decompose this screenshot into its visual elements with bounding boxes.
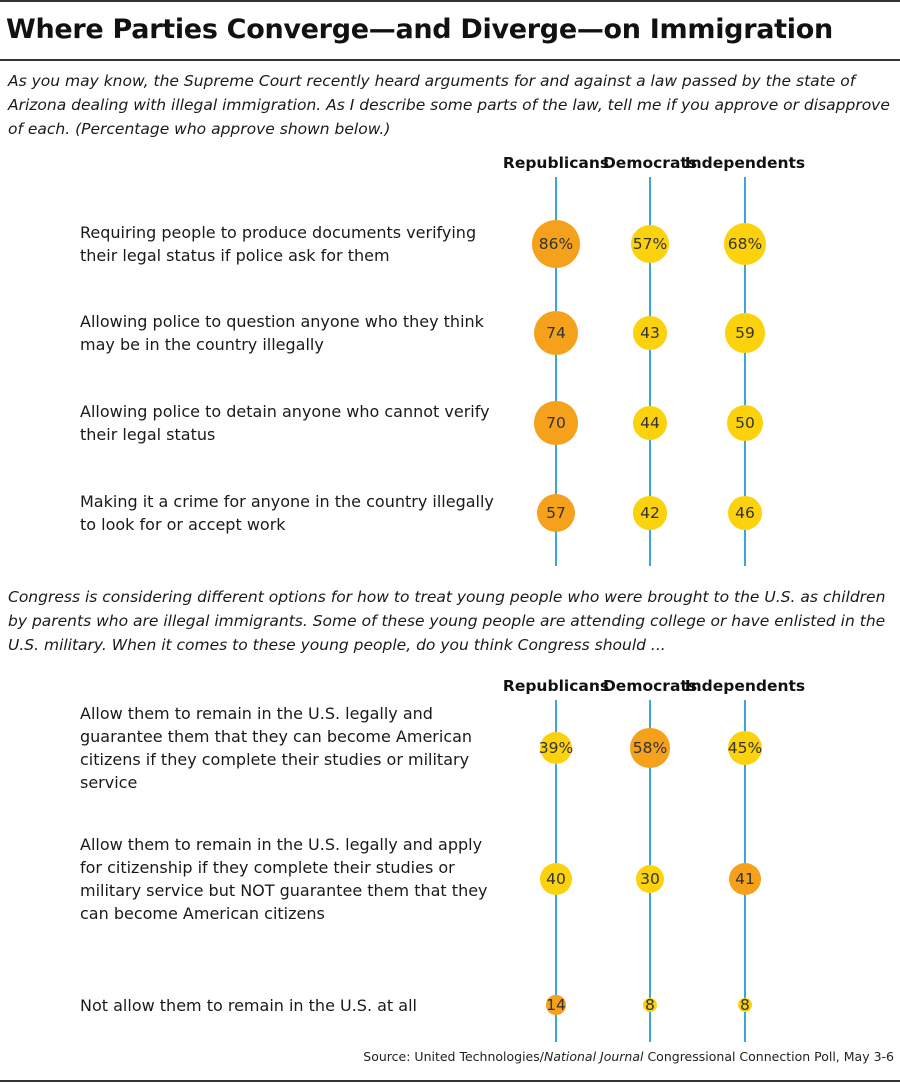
row-label: Not allow them to remain in the U.S. at all xyxy=(80,995,417,1015)
question-2: Congress is considering different options for how to treat young people who were brought to the U.S. as children by parents who are illegal immigrants. Some of these young people are attending college or have enlisted in the U.S. military. When it comes to these young people, do you think Congress should ... xyxy=(8,588,886,654)
bubble-republicans: 40 xyxy=(540,863,573,896)
row-label: Allow them to remain in the U.S. legally and guarantee them that they can become American citizens if they complete their studies or military service xyxy=(80,704,473,792)
source-note xyxy=(363,1047,894,1067)
bubble-independents: 59 xyxy=(725,313,765,353)
chart-title: Where Parties Converge—and Diverge—on Immigration xyxy=(6,14,833,45)
top-rule xyxy=(0,0,900,2)
bubble-democrats: 58% xyxy=(630,728,669,767)
bubble-independents: 45% xyxy=(728,731,763,766)
column-header-republicans: Republicans xyxy=(502,154,610,172)
bubble-independents: 68% xyxy=(724,223,766,265)
bubble-democrats: 43 xyxy=(633,316,667,350)
column-header-independents: Independents xyxy=(684,154,806,172)
bubble-democrats: 8 xyxy=(643,998,658,1013)
title-rule xyxy=(0,59,900,61)
row-label: Requiring people to produce documents verifying their legal status if police ask for them xyxy=(80,223,477,265)
bubble-independents: 50 xyxy=(727,405,763,441)
bubble-democrats: 44 xyxy=(633,406,667,440)
row-label: Making it a crime for anyone in the country illegally to look for or accept work xyxy=(80,492,494,534)
bubble-democrats: 42 xyxy=(633,496,666,529)
source-suffix: Congressional Connection Poll, May 3-6 xyxy=(643,1049,894,1064)
bubble-republicans: 74 xyxy=(534,311,578,355)
source-publication: National Journal xyxy=(543,1049,644,1064)
bubble-independents: 41 xyxy=(729,863,762,896)
column-header-independents: Independents xyxy=(684,677,806,695)
source-prefix: Source: United Technologies/ xyxy=(363,1049,544,1064)
column-header-democrats: Democrats xyxy=(602,677,698,695)
bubble-republicans: 70 xyxy=(534,401,577,444)
row-label: Allowing police to question anyone who they think may be in the country illegally xyxy=(80,312,484,354)
bubble-democrats: 30 xyxy=(636,865,664,893)
bubble-democrats: 57% xyxy=(631,225,670,264)
column-header-republicans: Republicans xyxy=(502,677,610,695)
row-label: Allowing police to detain anyone who cannot verify their legal status xyxy=(80,402,490,444)
bottom-rule xyxy=(0,1080,900,1082)
column-header-democrats: Democrats xyxy=(602,154,698,172)
bubble-republicans: 39% xyxy=(540,732,572,764)
bubble-independents: 8 xyxy=(738,998,753,1013)
bubble-republicans: 14 xyxy=(546,995,566,1014)
row-label: Allow them to remain in the U.S. legally and apply for citizenship if they complete their studies or military service but NOT guarantee them that they can become American citizens xyxy=(80,835,488,923)
bubble-republicans: 57 xyxy=(537,494,576,533)
bubble-republicans: 86% xyxy=(532,220,580,268)
bubble-independents: 46 xyxy=(728,496,763,531)
question-1: As you may know, the Supreme Court recently heard arguments for and against a law passed by the state of Arizona dealing with illegal immigration. As I describe some parts of the law, tell me if you approve or disapprove of each. (Percentage who approve shown below.) xyxy=(8,72,890,138)
